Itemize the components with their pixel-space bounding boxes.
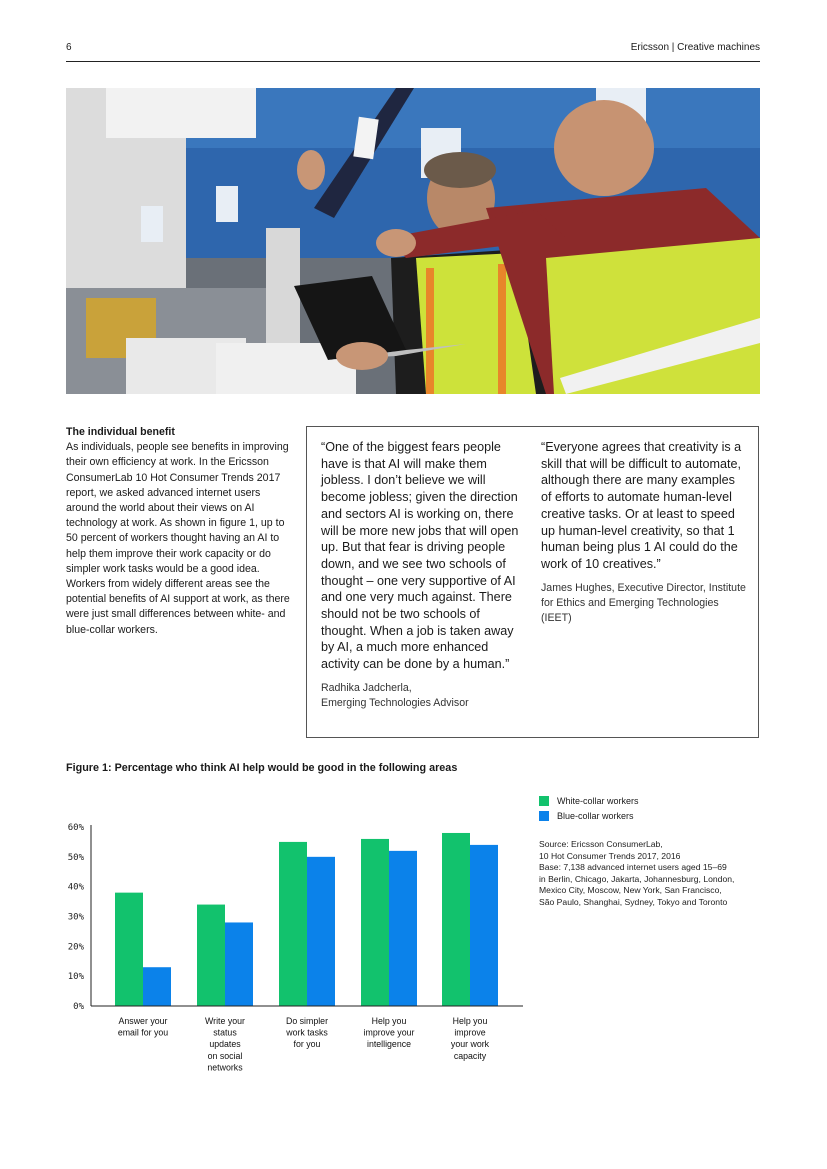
source-line: 10 Hot Consumer Trends 2017, 2016	[539, 850, 681, 861]
legend-swatch	[539, 796, 549, 806]
bar-blue-collar	[143, 967, 171, 1006]
x-tick-label: on social	[207, 1050, 243, 1061]
x-tick-label: intelligence	[366, 1039, 412, 1050]
benefit-body: As individuals, people see benefits in improving their own efficiency at work. In the Ericsson ConsumerLab 10 Hot Consumer Trends 2017 report, we asked advanced internet users around the world about their views on AI technology at work. As shown in figure 1, up to 50 percent of workers thought having an AI to help them improve their work capacity or do simpler work tasks would be a good idea. Workers from widely different areas see the potential benefits of AI support at work, as there were just small differences between white- and blue-collar workers.	[66, 441, 290, 636]
y-tick-label: 10%	[67, 972, 84, 983]
x-tick-label: Help you	[452, 1016, 488, 1026]
bar-blue-collar	[225, 922, 253, 1006]
quote-author: James Hughes, Executive Director, Institute for Ethics and Emerging Technologies (IEET)	[541, 581, 746, 624]
page-number: 6	[66, 42, 72, 53]
y-tick-label: 20%	[67, 942, 84, 953]
y-tick-label: 50%	[67, 852, 84, 863]
bar-blue-collar	[470, 845, 498, 1006]
x-tick-label: work tasks	[286, 1027, 328, 1038]
source-note	[539, 839, 759, 909]
bar-white-collar	[115, 893, 143, 1006]
bar-white-collar	[197, 905, 225, 1006]
x-tick-label: networks	[207, 1062, 243, 1073]
y-tick-label: 40%	[67, 882, 84, 893]
legend-label: White-collar workers	[557, 795, 639, 806]
x-tick-label: capacity	[453, 1050, 487, 1061]
quote-author-role: Emerging Technologies Advisor	[321, 696, 469, 709]
bar-white-collar	[442, 833, 470, 1006]
source-line: Source: Ericsson ConsumerLab,	[539, 839, 663, 849]
x-tick-label: Help you	[371, 1016, 407, 1026]
bar-white-collar	[279, 842, 307, 1006]
x-tick-label: Answer your	[118, 1016, 168, 1026]
x-tick-label: status	[213, 1027, 237, 1038]
legend-label: Blue-collar workers	[557, 810, 634, 821]
bar-blue-collar	[307, 857, 335, 1006]
x-tick-label: Do simpler	[285, 1016, 329, 1026]
bar-blue-collar	[389, 851, 417, 1006]
source-line: Base: 7,138 advanced internet users aged 15–69	[539, 862, 727, 873]
source-line: São Paulo, Shanghai, Sydney, Tokyo and Toronto	[539, 896, 728, 907]
x-tick-label: your work	[450, 1039, 490, 1050]
chart-legend	[539, 793, 639, 823]
y-tick-label: 0%	[73, 1002, 84, 1012]
legend-item-white-collar	[539, 793, 639, 808]
x-tick-label: for you	[293, 1039, 321, 1050]
benefit-heading: The individual benefit	[66, 426, 175, 438]
bar-white-collar	[361, 839, 389, 1006]
y-tick-label: 60%	[67, 823, 84, 833]
quote-text: “One of the biggest fears people have is that AI will make them jobless. I don’t believe we will become jobless; given the direction and sectors AI is working on, there will be more new jobs that will open up. But that fear is driving people down, and we see two schools of thought – one very supportive of AI and one very much against. There should not be two schools of thought. When a job is taken away by AI, a much more enhanced activity can be done by a human.”	[321, 440, 519, 672]
x-tick-label: improve	[454, 1027, 486, 1038]
publication-title: Ericsson | Creative machines	[630, 42, 760, 53]
x-tick-label: updates	[209, 1039, 241, 1050]
legend-item-blue-collar	[539, 808, 639, 823]
source-line: Mexico City, Moscow, New York, San Francisco,	[539, 885, 722, 896]
x-tick-label: improve your	[363, 1027, 415, 1038]
source-line: in Berlin, Chicago, Jakarta, Johannesburg, London,	[539, 873, 735, 884]
legend-swatch	[539, 811, 549, 821]
x-tick-label: email for you	[117, 1027, 169, 1038]
figure-title: Figure 1: Percentage who think AI help would be good in the following areas	[66, 762, 458, 774]
quote-author: Radhika Jadcherla,	[321, 681, 412, 694]
x-tick-label: Write your	[205, 1016, 245, 1026]
quote-text: “Everyone agrees that creativity is a skill that will be difficult to automate, although there are many examples of efforts to automate human-level creative tasks. Or at least to speed up human-level creativity, so that 1 human being plus 1 AI could do the work of 10 creatives.”	[541, 440, 742, 571]
y-tick-label: 30%	[67, 912, 84, 923]
